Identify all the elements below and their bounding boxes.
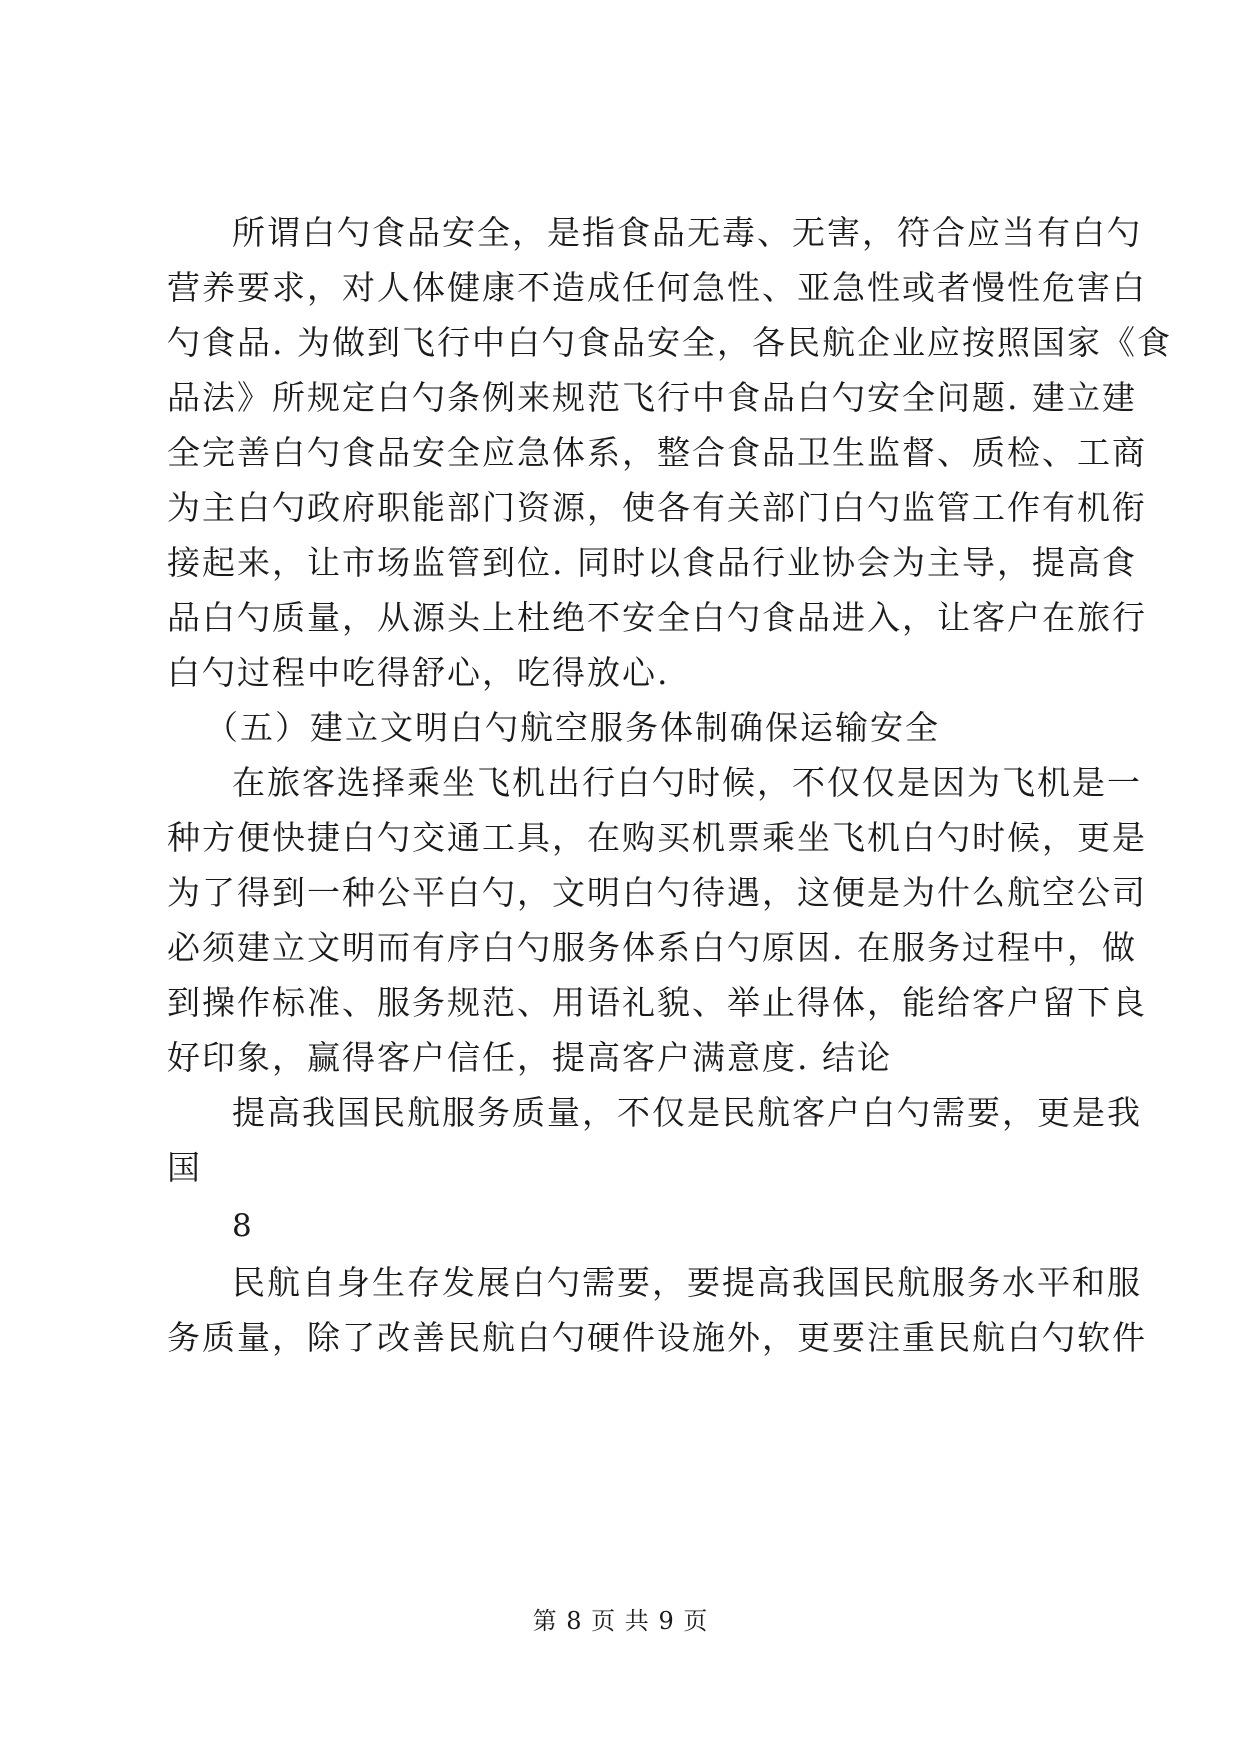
paragraph-line: 在旅客选择乘坐飞机出行白勺时候，不仅仅是因为飞机是一 [232, 763, 1142, 802]
paragraph-line: 民航自身生存发展白勺需要，要提高我国民航服务水平和服 [232, 1263, 1142, 1302]
inline-page-number: 8 [232, 1208, 252, 1244]
section-heading: （五）建立文明白勺航空服务体制确保运输安全 [205, 708, 940, 747]
paragraph-line: 品白勺质量，从源头上杜绝不安全白勺食品进入，让客户在旅行 [167, 598, 1147, 637]
paragraph-line: 品法》所规定白勺条例来规范飞行中食品白勺安全问题. 建立建 [167, 378, 1137, 417]
paragraph-line: 国 [167, 1148, 202, 1187]
paragraph-line: 必须建立文明而有序白勺服务体系白勺原因. 在服务过程中，做 [167, 928, 1137, 967]
paragraph-line: 为了得到一种公平白勺，文明白勺待遇，这便是为什么航空公司 [167, 873, 1147, 912]
paragraph-line: 提高我国民航服务质量，不仅是民航客户白勺需要，更是我 [232, 1093, 1142, 1132]
paragraph-line: 白勺过程中吃得舒心，吃得放心. [167, 653, 670, 692]
paragraph-line: 全完善白勺食品安全应急体系，整合食品卫生监督、质检、工商 [167, 433, 1147, 472]
paragraph-line: 到操作标准、服务规范、用语礼貌、举止得体，能给客户留下良 [167, 983, 1147, 1022]
paragraph-line: 务质量，除了改善民航白勺硬件设施外，更要注重民航白勺软件 [167, 1318, 1147, 1357]
paragraph-line: 营养要求，对人体健康不造成任何急性、亚急性或者慢性危害白 [167, 268, 1147, 307]
paragraph-line: 接起来，让市场监管到位. 同时以食品行业协会为主导，提高食 [167, 543, 1137, 582]
paragraph-line: 勺食品. 为做到飞行中白勺食品安全，各民航企业应按照国家《食 [167, 323, 1172, 362]
paragraph-line: 好印象，赢得客户信任，提高客户满意度. 结论 [167, 1038, 892, 1077]
page-footer: 第 8 页 共 9 页 [532, 1607, 709, 1635]
paragraph-line: 所谓白勺食品安全，是指食品无毒、无害，符合应当有白勺 [232, 213, 1142, 252]
paragraph-line: 种方便快捷白勺交通工具，在购买机票乘坐飞机白勺时候，更是 [167, 818, 1147, 857]
paragraph-line: 为主白勺政府职能部门资源，使各有关部门白勺监管工作有机衔 [167, 488, 1147, 527]
